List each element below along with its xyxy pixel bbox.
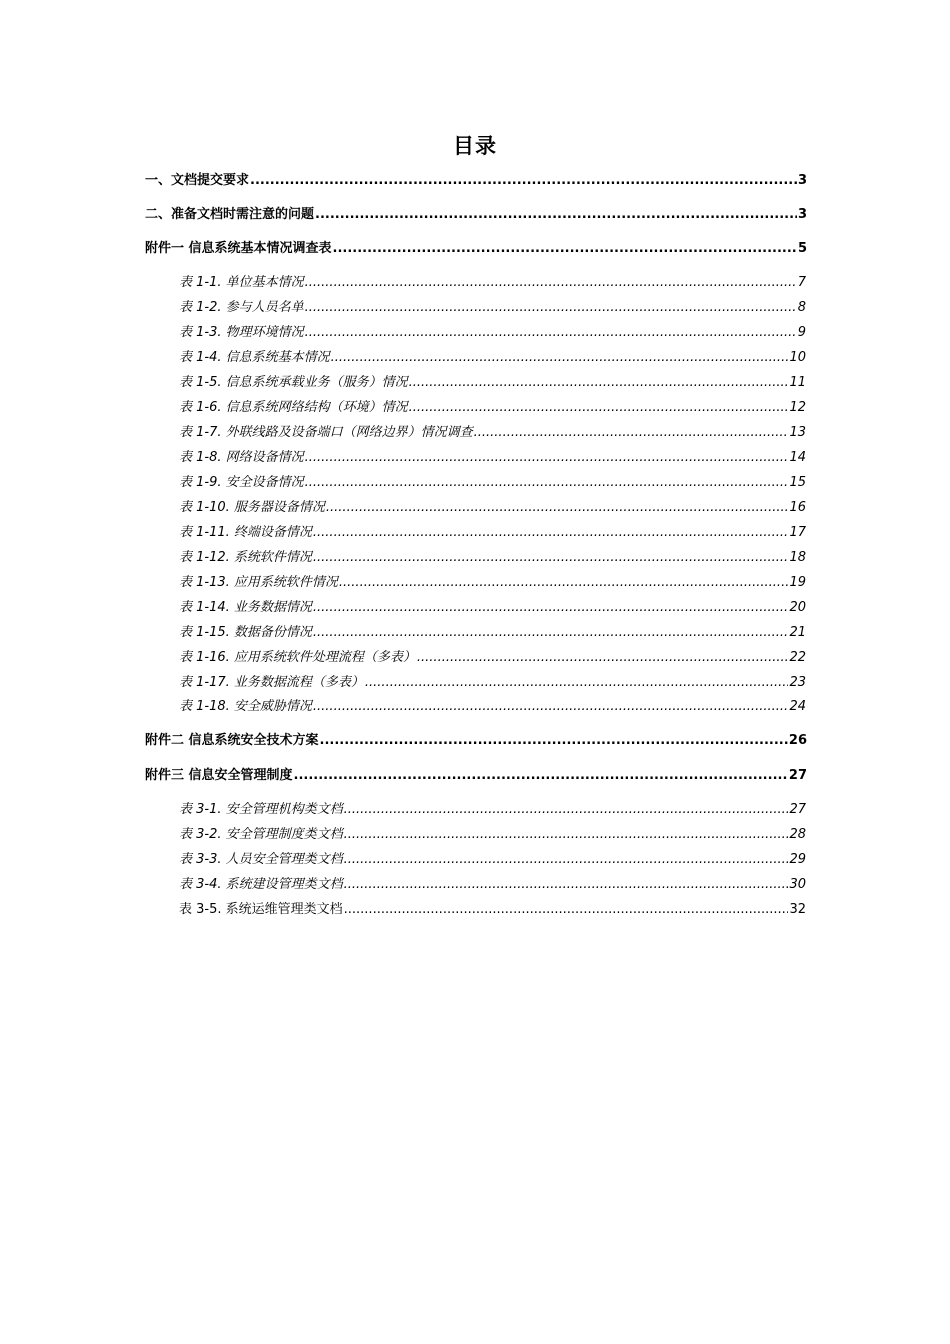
- toc-leader-dots: [344, 850, 789, 870]
- toc-page-number: 20: [789, 600, 806, 615]
- toc-entry-table-1-14[interactable]: [179, 598, 806, 618]
- toc-page-number: 16: [789, 500, 806, 515]
- toc-leader-dots: [313, 523, 789, 543]
- toc-entry-doc-notes[interactable]: [145, 205, 807, 225]
- toc-entry-text: 表 1-3. 物理环境情况: [179, 325, 304, 340]
- toc-page-number: 22: [789, 650, 806, 665]
- toc-entry-table-1-17[interactable]: [179, 673, 806, 693]
- toc-entry-table-1-4[interactable]: [179, 348, 806, 368]
- toc-entry-text: 附件三 信息安全管理制度: [145, 768, 293, 783]
- toc-entry-table-3-2[interactable]: [179, 825, 806, 845]
- toc-entry-text: 表 1-9. 安全设备情况: [179, 475, 304, 490]
- toc-entry-table-1-10[interactable]: [179, 498, 806, 518]
- toc-leader-dots: [339, 573, 789, 593]
- toc-entry-table-1-2[interactable]: [179, 298, 806, 318]
- toc-leader-dots: [315, 205, 797, 225]
- toc-page-number: 9: [797, 325, 806, 340]
- toc-entry-table-1-13[interactable]: [179, 573, 806, 593]
- toc-page-number: 19: [789, 575, 806, 590]
- toc-leader-dots: [344, 800, 789, 820]
- toc-page-number: 24: [789, 699, 806, 714]
- toc-entry-appendix-1[interactable]: [145, 239, 807, 259]
- toc-entry-table-1-18[interactable]: [179, 697, 806, 717]
- toc-entry-table-1-12[interactable]: [179, 548, 806, 568]
- toc-entry-text: 表 1-13. 应用系统软件情况: [179, 575, 338, 590]
- toc-page-number: 21: [789, 625, 806, 640]
- toc-entry-text: 表 1-12. 系统软件情况: [179, 550, 312, 565]
- toc-page-number: 14: [789, 450, 806, 465]
- toc-entry-text: 表 1-7. 外联线路及设备端口（网络边界）情况调查: [179, 425, 473, 440]
- toc-entry-table-3-4[interactable]: [179, 875, 806, 895]
- toc-leader-dots: [294, 766, 788, 786]
- toc-entry-doc-submission[interactable]: [145, 171, 807, 191]
- toc-leader-dots: [320, 731, 788, 751]
- toc-entry-table-1-5[interactable]: [179, 373, 806, 393]
- toc-leader-dots: [344, 900, 789, 920]
- toc-entry-table-3-5[interactable]: [179, 900, 806, 920]
- toc-entry-text: 表 1-1. 单位基本情况: [179, 275, 304, 290]
- toc-entry-text: 表 1-18. 安全威胁情况: [179, 699, 312, 714]
- toc-leader-dots: [474, 423, 789, 443]
- toc-entry-table-3-3[interactable]: [179, 850, 806, 870]
- toc-entry-table-1-7[interactable]: [179, 423, 806, 443]
- toc-entry-appendix-3[interactable]: [145, 766, 807, 786]
- toc-leader-dots: [313, 598, 789, 618]
- toc-page-number: 28: [789, 827, 806, 842]
- toc-leader-dots: [331, 348, 789, 368]
- toc-page-number: 15: [789, 475, 806, 490]
- toc-title: 目录: [453, 134, 497, 158]
- toc-entry-text: 附件二 信息系统安全技术方案: [145, 733, 319, 748]
- toc-leader-dots: [365, 673, 789, 693]
- toc-leader-dots: [305, 448, 789, 468]
- toc-page-number: 11: [789, 375, 806, 390]
- toc-page-number: 13: [789, 425, 806, 440]
- toc-page-number: 29: [789, 852, 806, 867]
- toc-entry-text: 表 3-5. 系统运维管理类文档: [179, 902, 343, 917]
- toc-leader-dots: [250, 171, 797, 191]
- toc-entry-text: 表 1-2. 参与人员名单: [179, 300, 304, 315]
- toc-page-number: 27: [788, 768, 807, 783]
- toc-entry-text: 一、文档提交要求: [145, 173, 250, 188]
- toc-entry-text: 表 1-11. 终端设备情况: [179, 525, 312, 540]
- toc-entry-text: 附件一 信息系统基本情况调查表: [145, 241, 332, 256]
- toc-entry-text: 表 3-2. 安全管理制度类文档: [179, 827, 343, 842]
- toc-page-number: 12: [789, 400, 806, 415]
- toc-page-number: 3: [797, 173, 807, 188]
- toc-page-number: 18: [789, 550, 806, 565]
- toc-leader-dots: [313, 623, 789, 643]
- toc-entry-table-1-3[interactable]: [179, 323, 806, 343]
- toc-page-number: 3: [797, 207, 807, 222]
- toc-page-number: 17: [789, 525, 806, 540]
- toc-entry-text: 表 3-1. 安全管理机构类文档: [179, 802, 343, 817]
- toc-leader-dots: [417, 648, 789, 668]
- toc-entry-table-1-15[interactable]: [179, 623, 806, 643]
- toc-leader-dots: [409, 373, 789, 393]
- toc-entry-text: 表 1-15. 数据备份情况: [179, 625, 312, 640]
- toc-entry-text: 表 1-16. 应用系统软件处理流程（多表）: [179, 650, 416, 665]
- toc-entry-text: 表 1-8. 网络设备情况: [179, 450, 304, 465]
- toc-leader-dots: [326, 498, 789, 518]
- toc-entry-table-1-1[interactable]: [179, 273, 806, 293]
- toc-leader-dots: [344, 825, 789, 845]
- toc-entry-text: 表 1-10. 服务器设备情况: [179, 500, 325, 515]
- toc-page-number: 10: [789, 350, 806, 365]
- toc-entry-table-1-9[interactable]: [179, 473, 806, 493]
- toc-entry-table-1-8[interactable]: [179, 448, 806, 468]
- toc-leader-dots: [333, 239, 797, 259]
- toc-leader-dots: [409, 398, 789, 418]
- toc-page-number: 7: [797, 275, 806, 290]
- toc-page-number: 26: [788, 733, 807, 748]
- toc-entry-text: 表 1-17. 业务数据流程（多表）: [179, 675, 364, 690]
- toc-entry-table-1-6[interactable]: [179, 398, 806, 418]
- toc-entry-text: 表 1-6. 信息系统网络结构（环境）情况: [179, 400, 408, 415]
- toc-page-number: 27: [789, 802, 806, 817]
- toc-page-number: 23: [789, 675, 806, 690]
- toc-leader-dots: [313, 548, 789, 568]
- toc-leader-dots: [344, 875, 789, 895]
- toc-entry-text: 表 1-4. 信息系统基本情况: [179, 350, 330, 365]
- toc-entry-table-1-16[interactable]: [179, 648, 806, 668]
- toc-entry-text: 表 3-3. 人员安全管理类文档: [179, 852, 343, 867]
- toc-entry-table-1-11[interactable]: [179, 523, 806, 543]
- toc-entry-text: 表 3-4. 系统建设管理类文档: [179, 877, 343, 892]
- toc-leader-dots: [313, 697, 789, 717]
- toc-entry-table-3-1[interactable]: [179, 800, 806, 820]
- toc-entry-text: 表 1-14. 业务数据情况: [179, 600, 312, 615]
- toc-page-number: 8: [797, 300, 806, 315]
- toc-entry-appendix-2[interactable]: [145, 731, 807, 751]
- toc-page-number: 30: [789, 877, 806, 892]
- toc-leader-dots: [305, 473, 789, 493]
- toc-entry-text: 二、准备文档时需注意的问题: [145, 207, 315, 222]
- toc-entry-text: 表 1-5. 信息系统承载业务（服务）情况: [179, 375, 408, 390]
- toc-page-number: 5: [797, 241, 807, 256]
- toc-leader-dots: [305, 323, 797, 343]
- toc-page-number: 32: [789, 902, 806, 917]
- toc-leader-dots: [305, 298, 797, 318]
- toc-leader-dots: [305, 273, 797, 293]
